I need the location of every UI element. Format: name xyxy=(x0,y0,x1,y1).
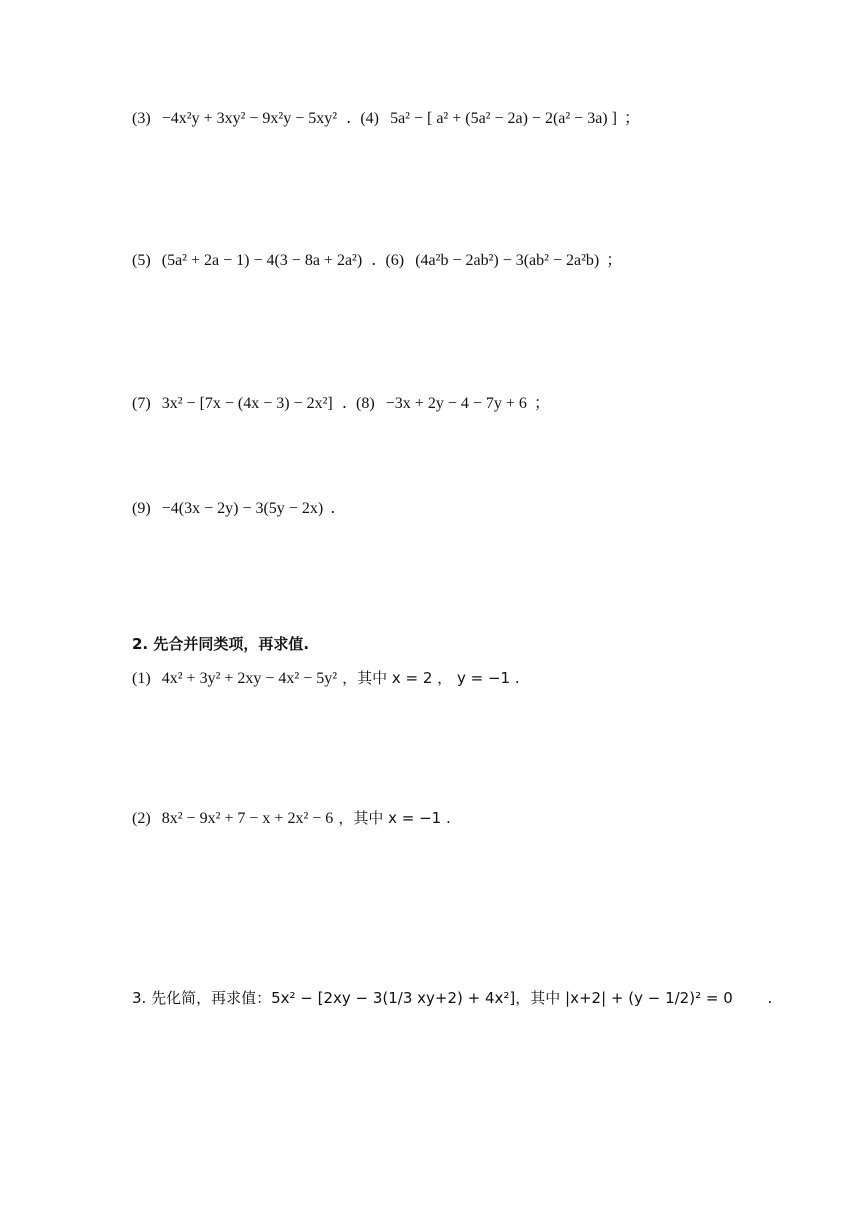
problem-punctuation: . xyxy=(330,498,336,517)
question-expression: 4x² + 3y² + 2xy − 4x² − 5y² xyxy=(161,670,338,687)
problem-expression: (5a² + 2a − 1) − 4(3 − 8a + 2a²) xyxy=(161,252,363,269)
problem-expression: −4(3x − 2y) − 3(5y − 2x) xyxy=(161,500,324,517)
question-number: (1) xyxy=(132,670,151,687)
problem-number: (5) xyxy=(132,252,151,269)
problem-punctuation: . xyxy=(346,108,352,127)
problem-row-7-8 xyxy=(132,393,550,414)
problem-number: (8) xyxy=(356,395,375,412)
problem-expression: −4x²y + 3xy² − 9x²y − 5xy² xyxy=(161,110,338,127)
problem-number: (3) xyxy=(132,110,151,127)
section-3-question xyxy=(132,988,772,1008)
problem-punctuation: ； xyxy=(606,250,623,269)
problem-punctuation: . xyxy=(341,393,347,412)
section-3-end: . xyxy=(767,989,773,1007)
problem-expression: (4a²b − 2ab²) − 3(ab² − 2a²b) xyxy=(415,252,600,269)
section-2-question-2 xyxy=(132,808,451,829)
problem-punctuation: . xyxy=(371,250,377,269)
section-2-question-1 xyxy=(132,668,520,689)
section-2-heading: 2. 先合并同类项，再求值. xyxy=(132,635,310,653)
problem-row-9 xyxy=(132,498,335,519)
problem-punctuation: ； xyxy=(534,393,551,412)
problem-expression: 3x² − [7x − (4x − 3) − 2x²] xyxy=(161,395,333,412)
section-3-text: 3. 先化简，再求值：5x² − [2xy − 3(1/3 xy+2) + 4x²]，其中 |x+2| + (y − 1/2)² = 0 xyxy=(132,989,733,1007)
problem-number: (4) xyxy=(360,110,379,127)
problem-number: (9) xyxy=(132,500,151,517)
question-number: (2) xyxy=(132,810,151,827)
problem-expression: −3x + 2y − 4 − 7y + 6 xyxy=(385,395,527,412)
problem-number: (7) xyxy=(132,395,151,412)
question-condition: ，其中 x = 2 ， y = −1 . xyxy=(342,669,520,687)
problem-number: (6) xyxy=(385,252,405,269)
problem-row-3-4 xyxy=(132,108,640,129)
problem-expression: 5a² − [ a² + (5a² − 2a) − 2(a² − 3a) ] xyxy=(390,110,617,127)
problem-row-5-6 xyxy=(132,250,622,271)
question-expression: 8x² − 9x² + 7 − x + 2x² − 6 xyxy=(161,810,334,827)
question-condition: ，其中 x = −1 . xyxy=(338,809,451,827)
problem-punctuation: ； xyxy=(624,108,641,127)
